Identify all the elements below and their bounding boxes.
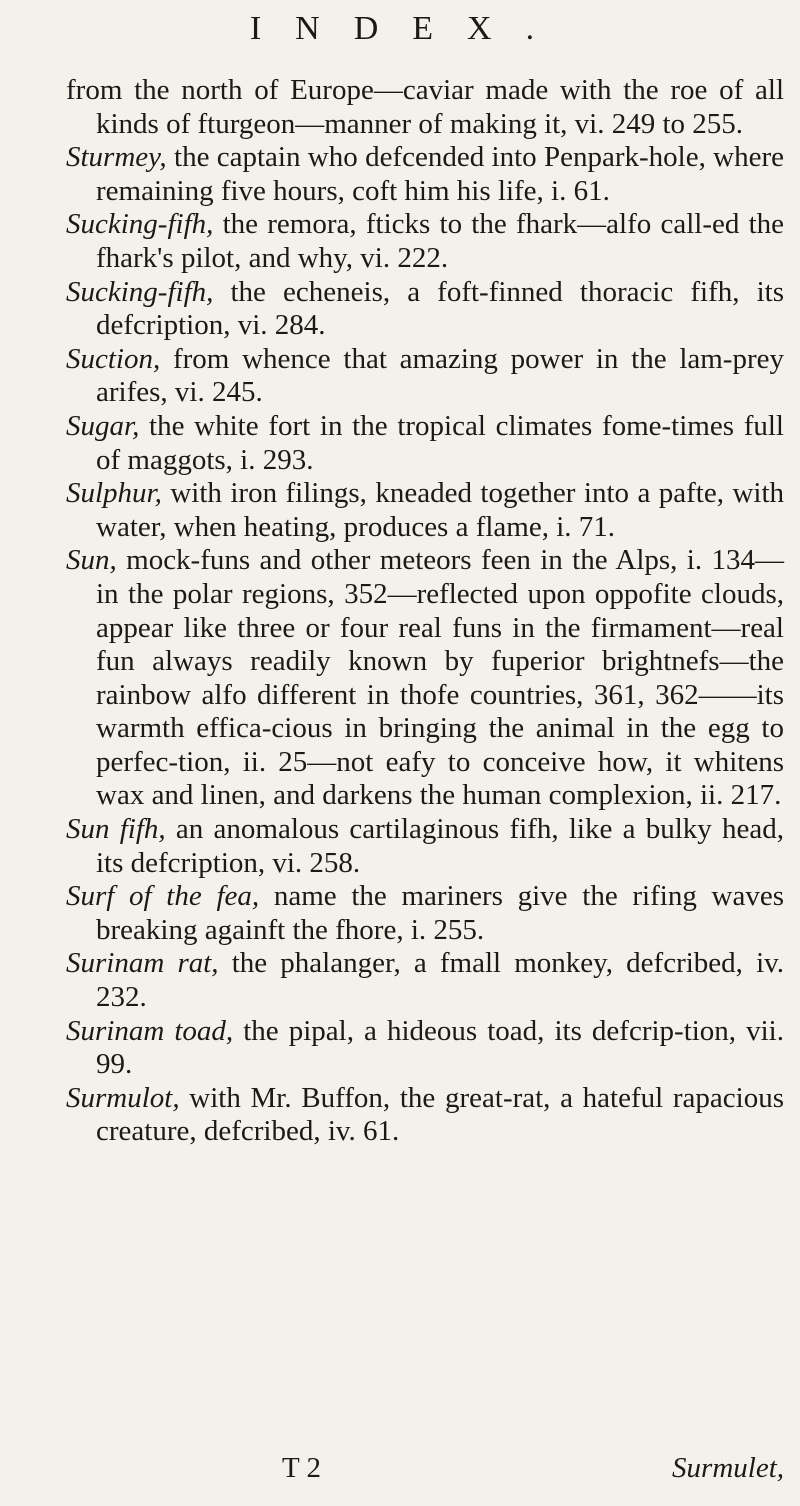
running-head: INDEX.: [249, 10, 569, 47]
catchword: Surmulet,: [672, 1452, 784, 1484]
page-footer: [66, 1452, 784, 1492]
entry-term: Surmulot,: [66, 1081, 180, 1114]
entry-text: the phalanger, a fmall monkey, defcribed, iv. 232.: [96, 947, 785, 1014]
entry-text: the remora, fticks to the fhark—alfo call-ed the fhark's pilot, and why, vi. 222.: [96, 208, 784, 274]
entry-term: Sturmey,: [66, 141, 167, 174]
entry-term: Sun,: [66, 544, 117, 577]
signature-mark: T 2: [282, 1452, 321, 1484]
index-entry: [66, 410, 784, 477]
index-entry: [66, 276, 784, 343]
entry-term: Sulphur,: [66, 477, 162, 510]
index-entry: [66, 477, 784, 544]
entry-text: with Mr. Buffon, the great-rat, a hateful rapacious creature, defcribed, iv. 61.: [96, 1081, 784, 1148]
index-entry: [66, 343, 784, 410]
index-entry: [66, 208, 784, 275]
index-entry: [66, 880, 784, 947]
entry-text: the white fort in the tropical climates fome-times full of maggots, i. 293.: [96, 409, 784, 476]
entry-text: from the north of Europe—caviar made with the roe of all kinds of fturgeon—manner of making it, vi. 249 to 255.: [66, 74, 784, 140]
entry-term: Suction,: [66, 342, 161, 375]
entry-text: mock-funs and other meteors feen in the Alps, i. 134—in the polar regions, 352—reflected upon oppofite clouds, appear like three or four real funs in the firmament—real fun always readily known by fuperior brightnefs—the rainbow alfo different in thofe countries, 361, 362——its warmth effica-cious in bringing the animal in the egg to perfec-tion, ii. 25—not eafy to conceive how, it whitens wax and linen, and darkens the human complexion, ii. 217.: [96, 544, 784, 812]
entry-term: Surinam rat,: [66, 947, 219, 980]
index-entry: [66, 813, 784, 880]
entry-term: Surinam toad,: [66, 1014, 234, 1047]
entry-text: from whence that amazing power in the lam-prey arifes, vi. 245.: [96, 342, 784, 409]
entry-term: Sugar,: [66, 409, 140, 442]
entry-text: the captain who defcended into Penpark-hole, where remaining five hours, coft him his life, i. 61.: [96, 141, 784, 207]
index-entry: [66, 1082, 784, 1149]
index-entry: [66, 947, 784, 1014]
index-entry: [66, 544, 784, 813]
entry-term: Sucking-fifh,: [66, 275, 214, 308]
entry-term: Sun fifh,: [66, 813, 166, 846]
entry-text: with iron filings, kneaded together into a pafte, with water, when heating, produces a flame, i. 71.: [96, 477, 784, 543]
entry-term: Sucking-fifh,: [66, 208, 214, 241]
entry-text: the echeneis, a foft-finned thoracic fifh, its defcription, vi. 284.: [96, 275, 784, 342]
index-entry: [66, 1015, 784, 1082]
entry-text: the pipal, a hideous toad, its defcrip-tion, vii. 99.: [96, 1014, 784, 1081]
index-entry: [66, 141, 784, 208]
index-entry: [66, 74, 784, 141]
index-entries: [66, 74, 784, 1149]
entry-term: Surf of the fea,: [66, 880, 260, 913]
entry-text: an anomalous cartilaginous fifh, like a bulky head, its defcription, vi. 258.: [96, 813, 784, 879]
entry-text: name the mariners give the rifing waves breaking againft the fhore, i. 255.: [96, 880, 784, 946]
